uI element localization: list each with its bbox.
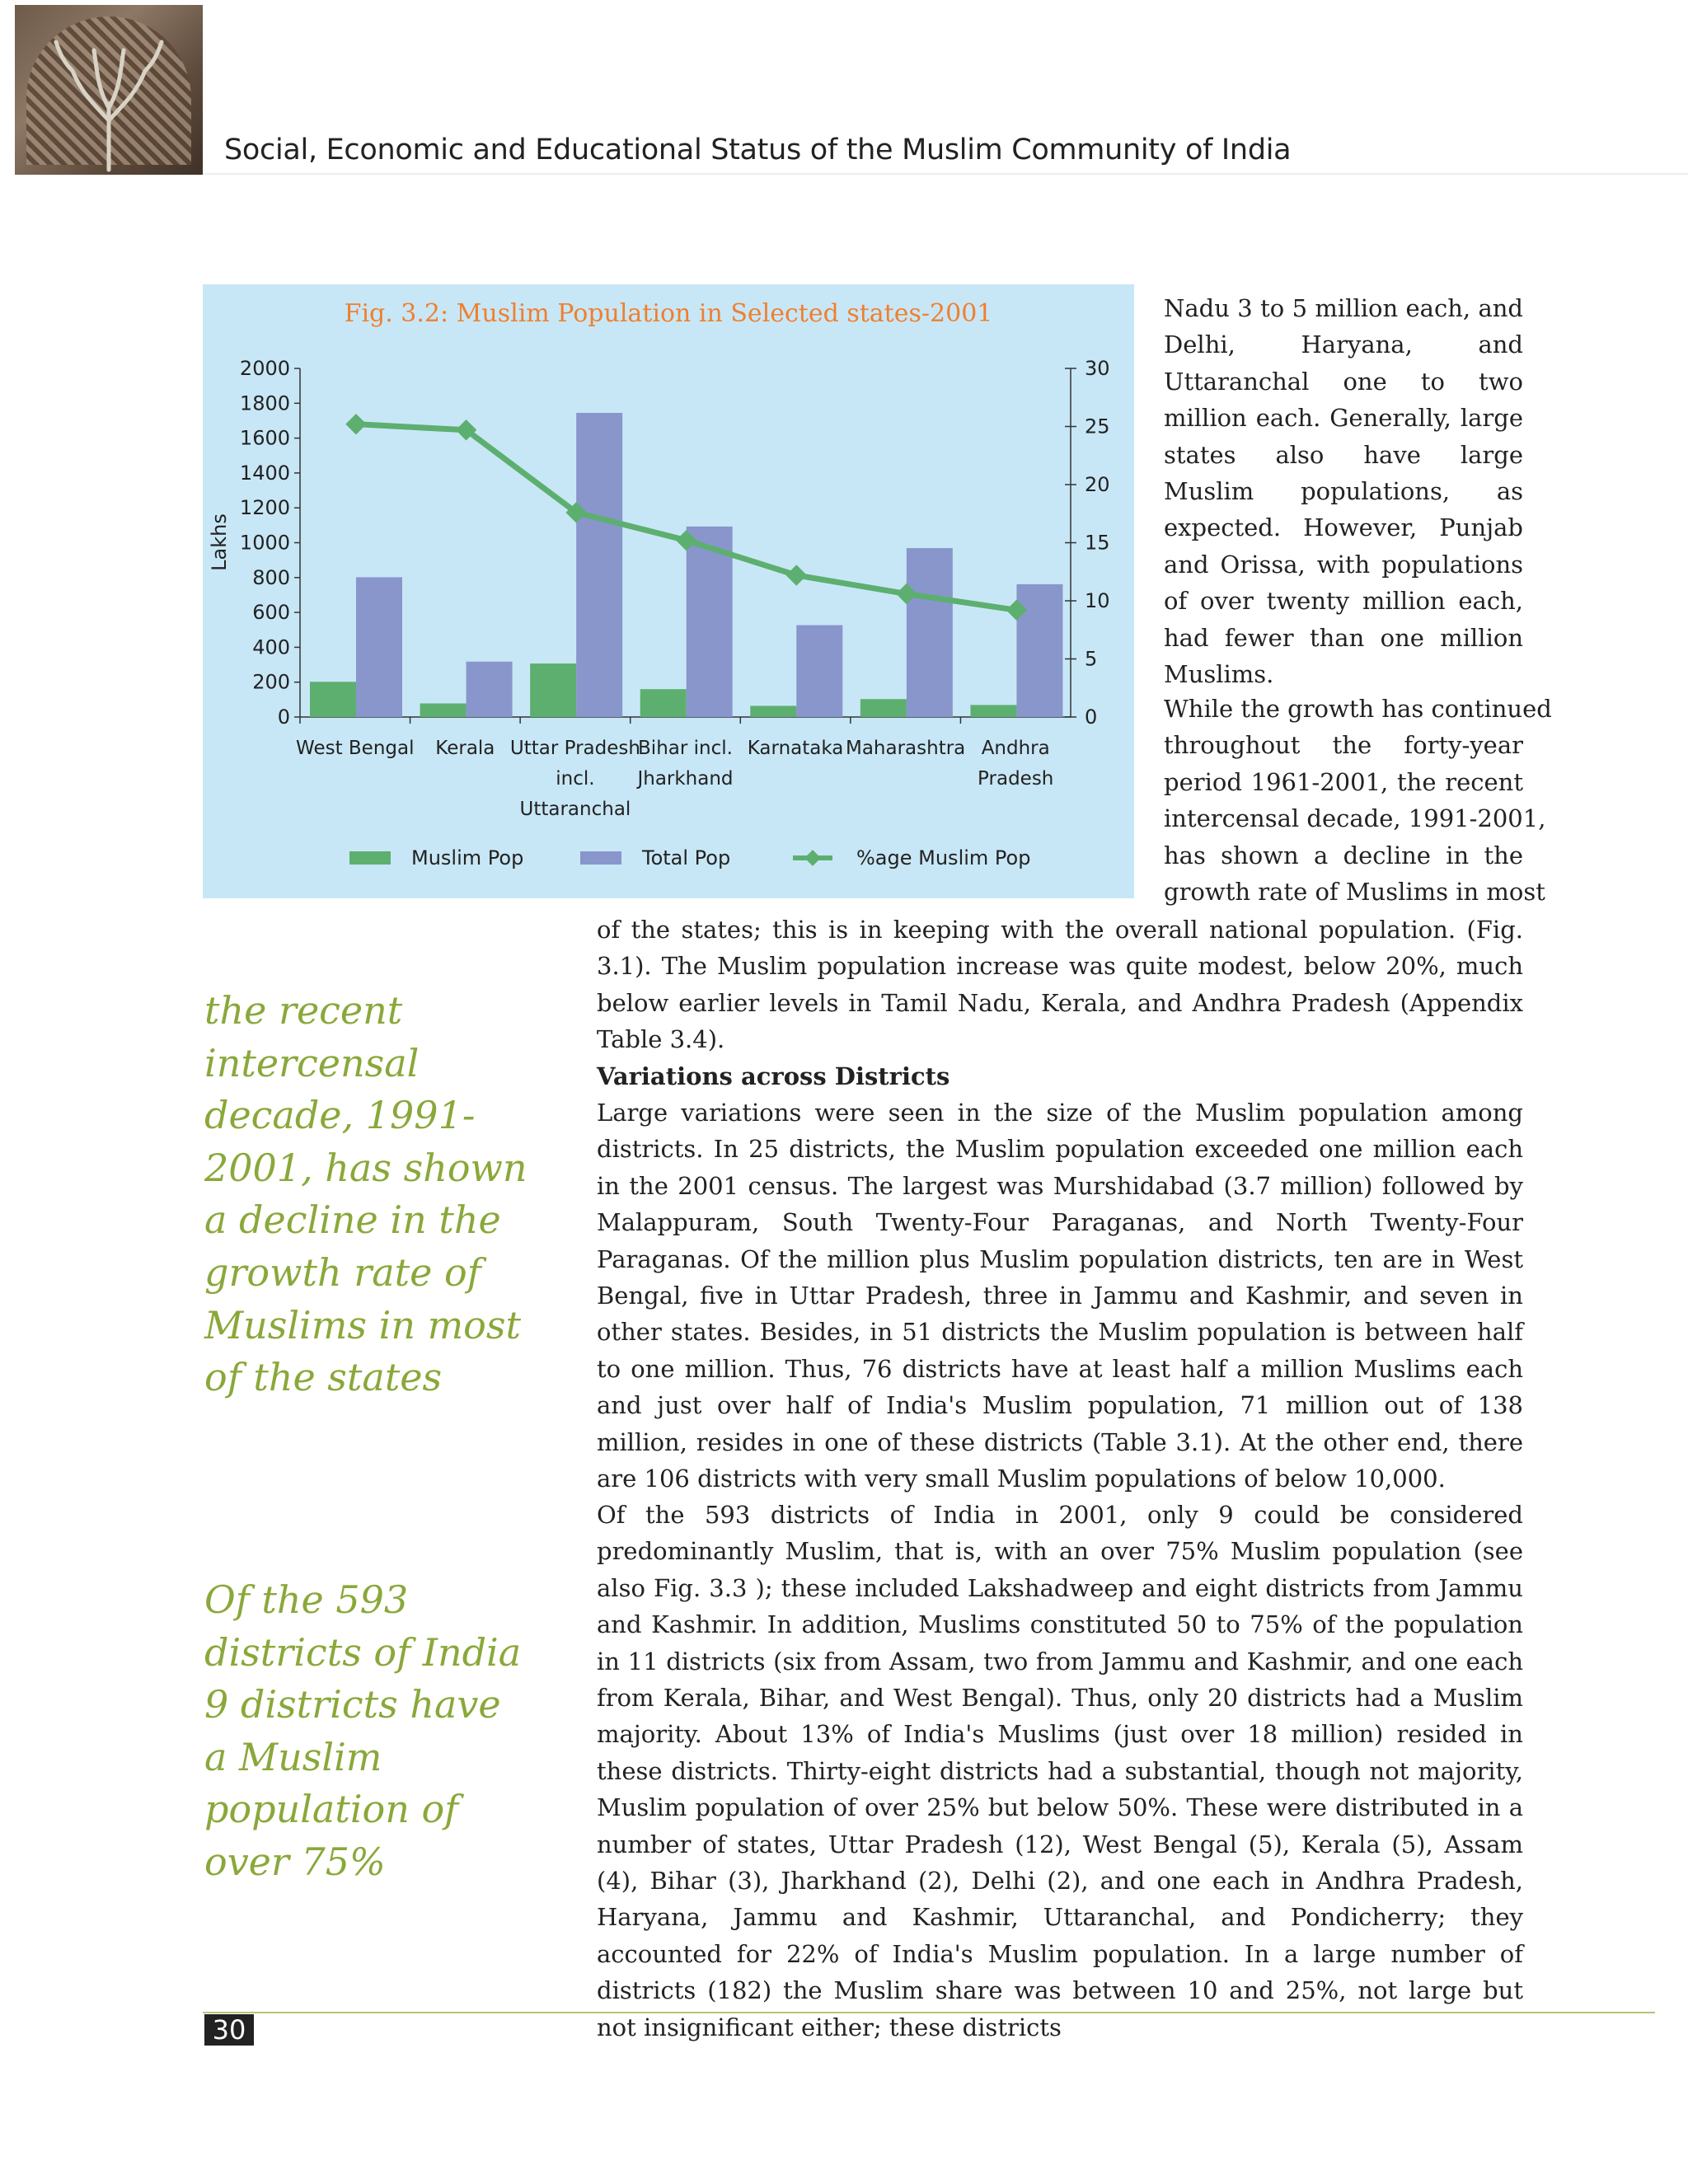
- pull-quote-593-districts: Of the 593 districts of India 9 districts have a Muslim population of over 75%: [204, 1577, 522, 1884]
- paragraph-continuation: of the states; this is in keeping with the overall national population. (Fig. 3.1). The Muslim population increase was quite modest, below 20%, much below earlier levels in Tamil Nadu, Kerala, and Andhra Pradesh (Appendix Table 3.4).: [597, 916, 1523, 1054]
- muslim-pop-bar: [860, 699, 907, 717]
- paragraph-line: period 1961-2001, the recent: [1164, 767, 1523, 796]
- left-tick-label: 1400: [239, 461, 290, 485]
- page-number: 30: [204, 2014, 254, 2046]
- total-pop-bar: [796, 626, 842, 717]
- category-label: Jharkhand: [637, 768, 734, 790]
- left-tick-label: 600: [252, 601, 290, 625]
- running-title: Social, Economic and Educational Status of the Muslim Community of India: [224, 134, 1292, 166]
- pull-quote-decline: the recent intercensal decade, 1991-2001, has shown a decline in the growth rate of Muslims in most of the states: [204, 988, 528, 1400]
- left-tick-label: 0: [277, 705, 290, 729]
- right-tick-label: 15: [1085, 531, 1110, 555]
- muslim-share-point: [786, 565, 807, 585]
- category-label: Kerala: [435, 738, 495, 759]
- total-pop-bar: [467, 662, 513, 717]
- left-tick-label: 1800: [239, 391, 290, 415]
- figure-3-2: [203, 284, 1134, 898]
- paragraph-line: throughout the forty-year: [1164, 731, 1523, 760]
- corner-lattice-image: [15, 5, 203, 175]
- legend-share-marker: [804, 850, 821, 866]
- muslim-pop-bar: [750, 705, 796, 717]
- muslim-pop-bar: [640, 689, 687, 717]
- legend-muslim-swatch: [349, 851, 391, 865]
- muslim-pop-bar: [970, 705, 1016, 717]
- category-label: West Bengal: [296, 738, 415, 759]
- bar-line-chart: [203, 284, 1134, 898]
- paragraph-593-districts: Of the 593 districts of India in 2001, only 9 could be considered predominantly Muslim, that is, with an over 75% Muslim population (see also Fig. 3.3 ); these included Lakshadweep and eight districts from Jammu and Kashmir. In addition, Muslims constituted 50 to 75% of the population in 11 districts (six from Assam, two from Jammu and Kashmir, and one each from Kerala, Bihar, and West Bengal). Thus, only 20 districts had a Muslim majority. About 13% of India's Muslims (just over 18 million) resided in these districts. Thirty-eight districts had a substantial, though not majority, Muslim population of over 25% but below 50%. These were distributed in a number of states, Uttar Pradesh (12), West Bengal (5), Kerala (5), Assam (4), Bihar (3), Jharkhand (2), Delhi (2), and one each in Andhra Pradesh, Haryana, Jammu and Kashmir, Uttaranchal, and Pondicherry; they accounted for 22% of India's Muslim population. In a large number of districts (182) the Muslim share was between 10 and 25%, not large but not insignificant either; these districts: [597, 1501, 1523, 2041]
- category-label: Bihar incl.: [638, 738, 733, 759]
- total-pop-bar: [907, 548, 953, 717]
- right-tick-label: 20: [1085, 473, 1110, 496]
- legend-share-label: %age Muslim Pop: [856, 846, 1031, 869]
- total-pop-bar: [576, 413, 622, 717]
- category-label: Pradesh: [978, 768, 1054, 790]
- tree-motif: [15, 5, 203, 175]
- right-tick-label: 5: [1085, 647, 1098, 671]
- right-tick-label: 0: [1085, 705, 1098, 729]
- left-tick-label: 200: [252, 670, 290, 694]
- left-tick-label: 400: [252, 635, 290, 659]
- category-label: Andhra: [981, 738, 1050, 759]
- legend-total-swatch: [580, 851, 621, 865]
- category-label: Maharashtra: [845, 738, 966, 759]
- paragraph-line: has shown a decline in the: [1164, 841, 1523, 869]
- right-tick-label: 10: [1085, 589, 1110, 612]
- paragraph-line: intercensal decade, 1991-2001,: [1164, 804, 1546, 833]
- total-pop-bar: [356, 577, 402, 717]
- y-axis-label: Lakhs: [208, 513, 231, 571]
- right-tick-label: 25: [1085, 415, 1110, 438]
- legend-total-label: Total Pop: [642, 846, 731, 869]
- chart-title: Fig. 3.2: Muslim Population in Selected states-2001: [344, 299, 993, 328]
- left-tick-label: 1600: [239, 426, 290, 450]
- paragraph-districts: Large variations were seen in the size of the Muslim population among districts. In 25 districts, the Muslim population exceeded one million each in the 2001 census. The largest was Murshidabad (3.7 million) followed by Malappuram, South Twenty-Four Paraganas, and North Twenty-Four Paraganas. Of the million plus Muslim population districts, ten are in West Bengal, five in Uttar Pradesh, three in Jammu and Kashmir, and seven in other states. Besides, in 51 districts the Muslim population is between half to one million. Thus, 76 districts have at least half a million Muslims each and just over half of India's Muslim population, 71 million out of 138 million, resides in one of these districts (Table 3.1). At the other end, there are 106 districts with very small Muslim populations of below 10,000.: [597, 1099, 1523, 1493]
- section-heading: Variations across Districts: [597, 1062, 950, 1090]
- muslim-pop-bar: [530, 663, 576, 717]
- muslim-share-point: [345, 414, 366, 434]
- left-tick-label: 800: [252, 565, 290, 589]
- right-column-paragraph-1: Nadu 3 to 5 million each, and Delhi, Haryana, and Uttaranchal one to two million each. Generally, large states also have large Muslim populations, as expected. However, Punjab and Orissa, with populations of over twenty million each, had fewer than one million Muslims.: [1164, 294, 1523, 689]
- right-column-paragraph-2: [1164, 691, 1552, 910]
- category-label: Karnataka: [747, 738, 844, 759]
- left-tick-label: 2000: [239, 357, 290, 380]
- muslim-pop-bar: [420, 704, 467, 717]
- total-pop-bar: [1016, 584, 1062, 717]
- paragraph-line: growth rate of Muslims in most: [1164, 878, 1545, 907]
- category-label: Uttar Pradesh: [509, 738, 640, 759]
- left-tick-label: 1000: [239, 531, 290, 555]
- category-label: incl.: [556, 768, 595, 790]
- legend-muslim-label: Muslim Pop: [411, 846, 524, 869]
- muslim-pop-bar: [310, 682, 356, 717]
- right-tick-label: 30: [1085, 357, 1110, 380]
- left-tick-label: 1200: [239, 496, 290, 520]
- footer-rule: [203, 2012, 1655, 2013]
- category-label: Uttaranchal: [519, 799, 631, 820]
- paragraph-line: While the growth has continued: [1164, 695, 1552, 723]
- header-rule: [203, 173, 1688, 175]
